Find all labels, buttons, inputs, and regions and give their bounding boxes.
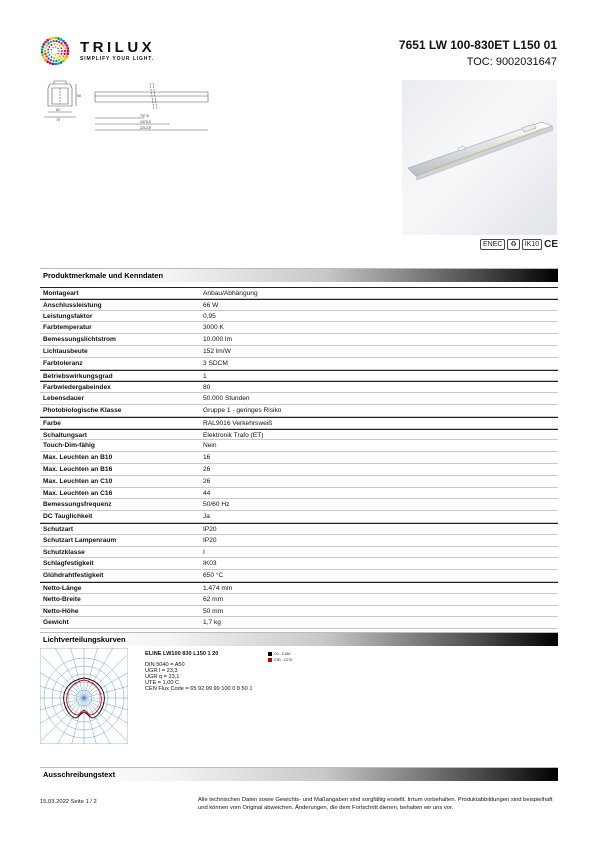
property-row: [40, 606, 558, 618]
section-features-header: [40, 268, 558, 282]
property-key: Netto-Höhe: [43, 607, 79, 615]
property-row: [40, 381, 558, 393]
property-key: Farbe: [43, 419, 61, 427]
property-row: [40, 464, 558, 476]
property-key: Montageart: [43, 290, 79, 297]
property-key: Netto-Breite: [43, 595, 81, 603]
ik-icon: IK10: [522, 239, 542, 250]
property-key: Farbwiedergabeindex: [43, 384, 111, 392]
brand-name: TRILUX: [80, 39, 156, 56]
enec-icon: ENEC: [480, 239, 505, 250]
curve-legend: [268, 651, 292, 663]
property-row: [40, 452, 558, 464]
property-key: DC Tauglichkeit: [43, 513, 93, 521]
ce-icon: CE: [544, 238, 558, 250]
brand-tagline: SIMPLIFY YOUR LIGHT.: [80, 56, 154, 62]
property-value: 66 W: [203, 301, 219, 309]
property-value: 3 SDCM: [203, 359, 228, 367]
weee-bin-icon: ♻: [507, 239, 519, 250]
property-row: [40, 358, 558, 370]
property-value: Elektronik Trafo (ET): [203, 431, 264, 439]
property-row: [40, 405, 558, 417]
property-key: Anschlussleistung: [43, 301, 102, 309]
product-toc: TOC: 9002031647: [466, 56, 557, 68]
property-key: Max. Leuchten an B16: [43, 465, 113, 473]
property-key: Farbtemperatur: [43, 324, 92, 332]
property-value: 1: [203, 372, 207, 380]
dimension-drawing: [40, 78, 210, 146]
product-photo: [402, 80, 557, 235]
property-value: 16: [203, 454, 211, 462]
property-row: [40, 334, 558, 346]
property-row: [40, 417, 558, 429]
info-line: UTE = 1,00 C: [145, 680, 180, 686]
property-key: Touch-Dim-fähig: [43, 442, 95, 450]
property-key: Farbtoleranz: [43, 359, 83, 367]
property-key: Max. Leuchten an C10: [43, 477, 113, 485]
property-row: [40, 429, 558, 441]
legend-item: [268, 657, 292, 663]
property-key: Betriebswirkungsgrad: [43, 372, 113, 380]
property-row: [40, 311, 558, 323]
dim-length-b: 1075,0: [140, 120, 151, 124]
property-key: Glühdrahtfestigkeit: [43, 572, 104, 580]
certification-icons: [482, 237, 558, 251]
property-row: [40, 617, 558, 629]
footer-disclaimer: Alle technischen Daten sowie Gewichts- und Maßangaben sind sorgfältig erstellt. Irrtum vorbehalten. Produktabbildungen sind beispielhaft und können vom Original abweichen. Änderungen, die dem Fortschritt dienen, behalten wir uns vor.: [198, 797, 553, 811]
property-value: Gruppe 1 - geringes Risiko: [203, 406, 282, 414]
light-distribution-info: [145, 651, 252, 692]
property-row: [40, 547, 558, 559]
legend-label: C0 - C180: [274, 652, 291, 656]
property-value: RAL9016 Verkehrsweiß: [203, 419, 273, 427]
property-value: 50 mm: [203, 607, 224, 615]
property-value: IP20: [203, 536, 217, 544]
info-line: DIN 5040 = A50: [145, 662, 185, 668]
property-key: Netto-Länge: [43, 584, 82, 592]
property-row: [40, 535, 558, 547]
legend-swatch-red: [268, 658, 272, 662]
property-row: [40, 299, 558, 311]
property-value: 26: [203, 465, 211, 473]
property-value: 26: [203, 477, 211, 485]
property-row: [40, 440, 558, 452]
property-value: 1,7 kg: [203, 619, 221, 627]
info-line: UGR q = 23,1: [145, 674, 180, 680]
property-value: Ja: [203, 513, 210, 521]
dim-length-c: 2212,5: [140, 126, 151, 130]
property-value: 80: [203, 384, 211, 392]
property-value: 650 °C: [203, 572, 224, 580]
property-value: 10.000 lm: [203, 336, 232, 344]
properties-table: [40, 287, 558, 629]
property-key: Max. Leuchten an B10: [43, 454, 113, 462]
property-key: Schaltungsart: [43, 431, 87, 439]
property-value: 1.474 mm: [203, 584, 233, 592]
property-row: [40, 346, 558, 358]
property-row: [40, 523, 558, 535]
property-value: 50/60 Hz: [203, 501, 230, 509]
property-row: [40, 322, 558, 334]
property-key: Photobiologische Klasse: [43, 406, 122, 414]
property-row: [40, 558, 558, 570]
property-row: [40, 582, 558, 594]
property-value: Nein: [203, 442, 217, 450]
property-row: [40, 370, 558, 382]
info-line: CEN Flux Code = 65 92 99 99 100 0 8 50 1: [145, 686, 253, 692]
light-distribution-diagram: [40, 648, 128, 744]
property-value: 3000 K: [203, 324, 224, 332]
property-key: Bemessungslichtstrom: [43, 336, 116, 344]
footer-date-page: 15.03.2022 Seite 1 / 2: [40, 799, 97, 805]
property-row: [40, 393, 558, 405]
section-tender-header: [40, 767, 558, 781]
property-key: Schutzart: [43, 525, 74, 533]
light-distribution-title: ELINE LW100 830 L150 1 20: [145, 651, 219, 657]
property-key: Schlagfestigkeit: [43, 560, 94, 568]
brand-logo: [40, 36, 170, 66]
property-key: Lichtausbeute: [43, 347, 88, 355]
dim-length-a: 797,5: [140, 114, 149, 118]
section-tender-title: Ausschreibungstext: [43, 770, 116, 779]
property-key: Gewicht: [43, 619, 69, 627]
property-key: Schutzklasse: [43, 548, 85, 556]
property-row: [40, 488, 558, 500]
product-title: 7651 LW 100-830ET L150 01: [398, 38, 557, 52]
dim-width-a: 62: [56, 108, 60, 112]
property-value: Anbau/Abhängung: [203, 290, 258, 297]
property-key: Lebensdauer: [43, 395, 85, 403]
info-line: UGR l = 23,3: [145, 668, 178, 674]
property-key: Max. Leuchten an C16: [43, 489, 113, 497]
property-value: 50.000 Stunden: [203, 395, 250, 403]
section-light-curves-title: Lichtverteilungskurven: [43, 635, 126, 644]
property-key: Schutzart Lampenraum: [43, 536, 117, 544]
property-row: [40, 476, 558, 488]
property-value: IP20: [203, 525, 217, 533]
property-value: 152 lm/W: [203, 347, 231, 355]
property-value: 44: [203, 489, 211, 497]
section-features-title: Produktmerkmale und Kenndaten: [43, 271, 164, 280]
property-row: [40, 594, 558, 606]
legend-label: C90 - C270: [274, 658, 293, 662]
legend-swatch-black: [268, 652, 272, 656]
property-value: 0,95: [203, 312, 216, 320]
dim-height: 50: [77, 94, 81, 98]
property-value: I: [203, 548, 205, 556]
property-value: IK03: [203, 560, 217, 568]
property-row: [40, 287, 558, 299]
logo-sunburst-icon: [40, 36, 74, 66]
section-light-curves-header: [40, 632, 558, 646]
property-row: [40, 499, 558, 511]
property-key: Bemessungsfrequenz: [43, 501, 112, 509]
property-key: Leistungsfaktor: [43, 312, 93, 320]
dim-width-b: 75: [56, 118, 60, 122]
property-row: [40, 570, 558, 582]
property-value: 62 mm: [203, 595, 224, 603]
property-row: [40, 511, 558, 523]
